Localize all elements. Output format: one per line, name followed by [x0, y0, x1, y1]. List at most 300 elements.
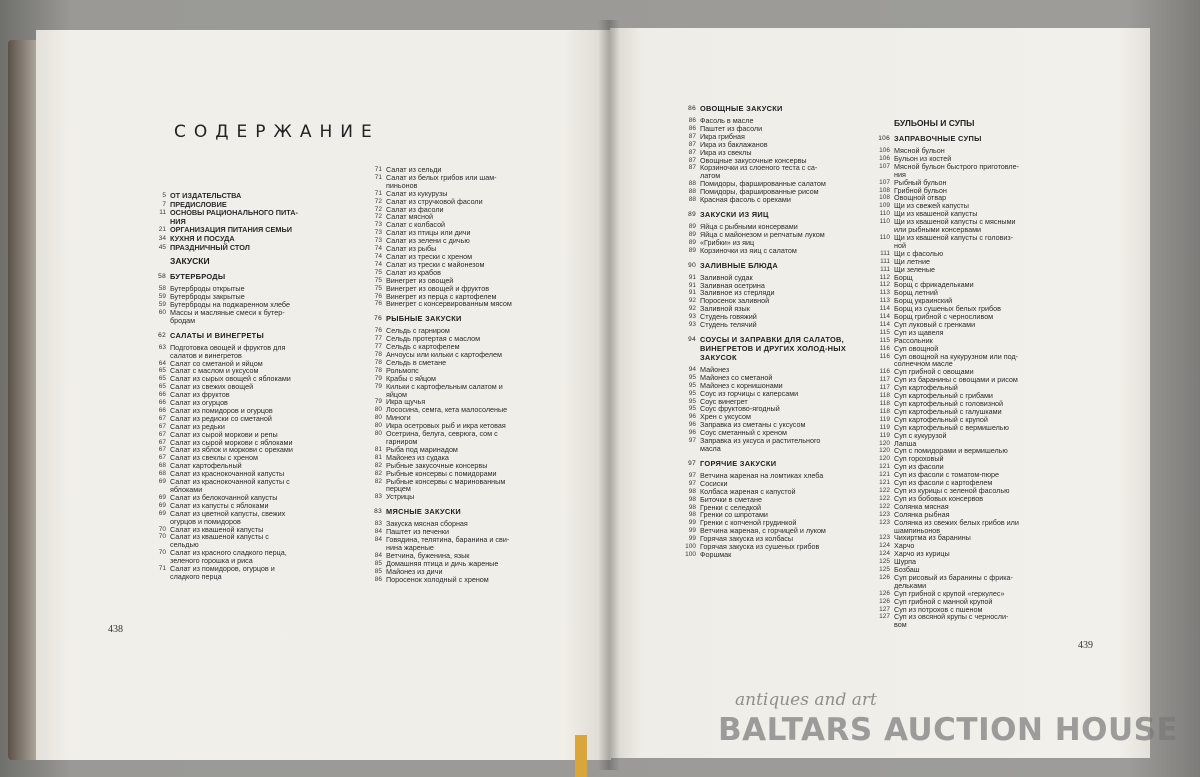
toc-title: Суп картофельный с грибами [894, 391, 993, 401]
toc-page-number: 107 [879, 162, 890, 170]
toc-page-number [148, 541, 170, 549]
toc-page-number: 70 [158, 533, 166, 541]
toc-entry [148, 573, 378, 581]
toc-title: Ветчина жареная, с горчицей и луком [700, 526, 826, 536]
toc-page-number: 96 [688, 413, 696, 421]
toc-page-number: 76 [374, 315, 382, 323]
toc-entry [364, 300, 572, 308]
toc-title: Солянка рыбная [894, 509, 950, 519]
toc-page-number: 21 [158, 226, 166, 234]
toc-page-number: 83 [374, 520, 382, 528]
toc-page-number: 66 [158, 406, 166, 414]
toc-page-number: 58 [158, 285, 166, 293]
toc-title: Салат картофельный [170, 461, 242, 471]
toc-title: Суп картофельный с головизной [894, 399, 1004, 408]
toc-title: Рыбные консервы с помидорами [386, 468, 497, 478]
toc-title: ния [894, 169, 906, 179]
toc-title: КУХНЯ И ПОСУДА [170, 233, 235, 243]
toc-title: Винегрет из овощей [386, 275, 454, 285]
toc-page-number: 120 [879, 439, 890, 447]
toc-page-number: 127 [879, 605, 890, 613]
toc-title: Мясной бульон [894, 146, 945, 155]
toc-title: Бозбаш [894, 565, 920, 575]
toc-page-number: 99 [688, 535, 696, 543]
toc-title: Борщ [894, 272, 913, 282]
toc-entry [678, 321, 878, 329]
toc-page-number: 98 [688, 511, 696, 519]
toc-title: САЛАТЫ И ВИНЕГРЕТЫ [170, 330, 265, 340]
toc-page-number: 69 [158, 478, 166, 486]
toc-page-number: 111 [880, 265, 890, 273]
toc-page-number: 59 [158, 300, 166, 308]
toc-title: Гренки с копченой грудинкой [700, 518, 797, 528]
toc-page-number: 126 [879, 597, 890, 605]
toc-page-number: 112 [879, 273, 890, 281]
toc-title: Салат из птицы или дичи [386, 228, 471, 238]
toc-title: Бульон из костей [894, 153, 952, 163]
toc-page-number [872, 582, 894, 590]
toc-title: Салат из белокочанной капусты [170, 492, 278, 502]
toc-title: Студень телячий [700, 320, 757, 330]
toc-title: ПРЕДИСЛОВИЕ [170, 199, 227, 209]
toc-title: Салат из капусты с яблоками [170, 500, 269, 510]
toc-title: Суп из фасоли с картофелем [894, 478, 993, 488]
toc-title: масла [700, 444, 721, 453]
toc-page-number: 87 [688, 132, 696, 140]
toc-page-number: 116 [879, 352, 890, 360]
toc-page-number: 81 [374, 453, 382, 461]
toc-title: Бутерброды на поджаренном хлебе [170, 299, 290, 309]
toc-title: Говядина, телятина, баранина и сви- [386, 535, 510, 545]
toc-title: Соус фруктово-ягодный [700, 404, 780, 414]
toc-title: ОСНОВЫ РАЦИОНАЛЬНОГО ПИТА- [170, 208, 298, 218]
toc-page-number: 124 [879, 550, 890, 558]
toc-page-number: 92 [688, 305, 696, 313]
toc-title: гарниром [386, 437, 418, 446]
toc-title: Салат из сырых овощей с яблоками [170, 374, 291, 384]
toc-title: Бутерброды открытые [170, 284, 245, 294]
toc-page-number: 95 [688, 405, 696, 413]
toc-title: Салат с маслом и уксусом [170, 366, 259, 376]
toc-title: Борщ украинский [894, 296, 953, 306]
toc-title: Миноги [386, 413, 411, 423]
toc-title: Икра щучья [386, 397, 426, 407]
toc-title: Устрицы [386, 492, 415, 502]
toc-title: Паштет из печенки [386, 527, 450, 537]
toc-title: Суп гороховый [894, 454, 944, 464]
toc-title: Суп грибной с крупой «геркулес» [894, 588, 1005, 598]
toc-title: Помидоры, фаршированные рисом [700, 187, 819, 197]
toc-page-number: 98 [688, 487, 696, 495]
toc-page-number: 117 [879, 384, 890, 392]
toc-page-number: 72 [374, 197, 382, 205]
toc-title: Заливная осетрина [700, 280, 765, 290]
toc-title: сельдью [170, 540, 199, 550]
toc-page-number: 66 [158, 399, 166, 407]
toc-title: шампиньонов [894, 525, 941, 535]
toc-title: Салат из яблок и моркови с орехами [170, 445, 293, 455]
toc-title: Салат из сырой моркови и репы [170, 429, 278, 439]
toc-page-number: 72 [374, 205, 382, 213]
toc-title: Салат из огурцов [170, 398, 228, 408]
toc-title: Салат из квашеной капусты с [170, 532, 269, 542]
toc-page-number: 78 [374, 366, 382, 374]
toc-title: ПРАЗДНИЧНЫЙ СТОЛ [170, 242, 250, 252]
toc-title: СОУСЫ И ЗАПРАВКИ ДЛЯ САЛАТОВ, ВИНЕГРЕТОВ И ДРУГИХ ХОЛОД-НЫХ ЗАКУСОК [700, 334, 847, 362]
toc-page-number [364, 182, 386, 190]
toc-title: Винегрет из овощей и фруктов [386, 283, 490, 293]
toc-section [364, 507, 572, 516]
toc-page-number: 77 [374, 335, 382, 343]
toc-page-number: 69 [158, 509, 166, 517]
toc-page-number: 5 [162, 192, 166, 199]
toc-title: Соус сметанный с хреном [700, 428, 787, 438]
toc-page-number: 66 [158, 391, 166, 399]
toc-title: Суп из фасоли [894, 462, 944, 472]
toc-page-number: 111 [880, 257, 890, 265]
toc-page-number: 70 [158, 525, 166, 533]
toc-page-number [364, 391, 386, 399]
toc-title: Салат из белых грибов или шам- [386, 172, 497, 182]
toc-entry [148, 244, 378, 253]
toc-page-number: 87 [688, 140, 696, 148]
toc-title: Лососина, семга, кета малосоленые [386, 405, 508, 415]
toc-page-number: 67 [158, 430, 166, 438]
toc-title: ОТ ИЗДАТЕЛЬСТВА [170, 191, 242, 200]
toc-page-number: 85 [374, 567, 382, 575]
toc-page-number [872, 226, 894, 234]
toc-section [678, 335, 878, 362]
left-toc-column-2 [364, 166, 572, 584]
toc-entry [678, 196, 878, 204]
toc-page-number: 90 [688, 261, 696, 269]
toc-title: Салат из краснокочанной капусты [170, 469, 285, 479]
toc-page-number: 106 [879, 147, 890, 154]
toc-page-number: 93 [688, 321, 696, 329]
toc-title: Харчо из курицы [894, 549, 950, 559]
toc-page-number: 112 [879, 281, 890, 289]
toc-title: Суп овощной на кукурузном или под- [894, 351, 1019, 361]
toc-page-number: 94 [688, 335, 696, 343]
toc-title: пиньонов [386, 180, 418, 190]
toc-page-number: 77 [374, 343, 382, 351]
toc-title: Майонез с корнишонами [700, 380, 783, 390]
toc-page-number: 67 [158, 446, 166, 454]
toc-page-number: 62 [158, 331, 166, 339]
toc-title: Фасоль в масле [700, 116, 754, 125]
toc-page-number: 100 [685, 550, 696, 558]
toc-page-number: 65 [158, 367, 166, 375]
toc-title: Горячая закуска из сушеных грибов [700, 542, 820, 552]
toc-title: Соус винегрет [700, 396, 748, 406]
toc-page-number: 58 [158, 273, 166, 281]
toc-page-number: 67 [158, 414, 166, 422]
toc-page-number: 118 [879, 392, 890, 400]
toc-title: Суп из потрохов с пшеном [894, 604, 983, 614]
toc-title: Суп из щавеля [894, 327, 944, 337]
toc-page-number: 122 [879, 494, 890, 502]
toc-title: Осетрина, белуга, севрюга, сом с [386, 429, 498, 439]
toc-page-number: 84 [374, 536, 382, 544]
toc-title: ЗАКУСКИ ИЗ ЯИЦ [700, 209, 769, 219]
left-page [36, 30, 611, 760]
toc-title: Икра из баклажанов [700, 139, 768, 149]
toc-entry [364, 576, 572, 584]
toc-page-number: 87 [688, 164, 696, 172]
toc-entry [148, 317, 378, 325]
toc-title: салатов и винегретов [170, 350, 242, 360]
toc-entry [872, 621, 1084, 629]
toc-page-number: 117 [879, 376, 890, 384]
toc-page-number: 74 [374, 245, 382, 253]
toc-page-number: 71 [374, 173, 382, 181]
toc-page-number: 7 [162, 200, 166, 208]
toc-page-number: 86 [688, 124, 696, 132]
toc-page-number: 89 [688, 246, 696, 254]
toc-page-number [872, 171, 894, 179]
toc-page-number: 80 [374, 422, 382, 430]
toc-title: латом [700, 171, 721, 181]
toc-page-number: 80 [374, 406, 382, 414]
toc-title: Борщ грибной с черносливом [894, 312, 994, 322]
toc-title: Салат из фруктов [170, 390, 230, 400]
toc-title: Салат из трески с хреном [386, 251, 473, 261]
toc-page-number [872, 527, 894, 535]
toc-page-number: 89 [688, 222, 696, 230]
toc-page-number: 115 [879, 336, 890, 344]
toc-title: ОРГАНИЗАЦИЯ ПИТАНИЯ СЕМЬИ [170, 225, 292, 235]
toc-page-number: 83 [374, 493, 382, 501]
toc-page-number: 106 [878, 135, 890, 142]
toc-page-number: 76 [374, 327, 382, 335]
toc-title: Суп из баранины с овощами и рисом [894, 375, 1018, 385]
toc-title: Ветчина, буженина, язык [386, 550, 470, 560]
toc-title: НИЯ [170, 216, 186, 226]
toc-title: Колбаса жареная с капустой [700, 486, 796, 496]
toc-title: Салат из редьки [170, 421, 225, 431]
toc-page-number: 79 [374, 382, 382, 390]
toc-page-number: 96 [688, 429, 696, 437]
toc-title: Салат из красного сладкого перца, [170, 548, 287, 558]
toc-title: Заливной язык [700, 304, 750, 314]
toc-title: Сельдь с гарниром [386, 326, 450, 336]
toc-page-number: 69 [158, 493, 166, 501]
toc-title: Майонез [700, 364, 730, 374]
toc-page-number: 116 [879, 368, 890, 376]
toc-section [148, 331, 378, 340]
toc-title: Сельдь в сметане [386, 357, 447, 367]
toc-page-number: 99 [688, 519, 696, 527]
toc-title: Поросенок холодный с хреном [386, 574, 489, 584]
toc-entry [678, 445, 878, 453]
toc-title: БУТЕРБРОДЫ [170, 272, 226, 282]
toc-page-number [148, 557, 170, 565]
toc-title: Салат из сырой моркови с яблоками [170, 437, 293, 447]
toc-title: Майонез из судака [386, 452, 449, 462]
toc-page-number: 122 [879, 486, 890, 494]
toc-title: Икра осетровых рыб и икра кетовая [386, 421, 506, 431]
toc-page-number: 71 [374, 189, 382, 197]
toc-title: Корзиночки из слоеного теста с са- [700, 163, 818, 173]
toc-page-number: 108 [879, 186, 890, 194]
toc-title: Шурпа [894, 557, 916, 567]
toc-title: Суп картофельный с вермишелью [894, 422, 1009, 432]
toc-title: Овощной отвар [894, 193, 947, 203]
toc-title: Щи из квашеной капусты с мясными [894, 217, 1016, 227]
toc-page-number: 91 [688, 273, 696, 281]
toc-title: Суп картофельный с галушками [894, 406, 1002, 416]
toc-page-number: 121 [879, 479, 890, 487]
toc-title: Борщ летний [894, 288, 938, 298]
toc-page-number: 88 [688, 188, 696, 196]
toc-page-number: 72 [374, 213, 382, 221]
toc-title: Борщ из сушеных белых грибов [894, 304, 1001, 314]
toc-page-number: 71 [374, 166, 382, 173]
toc-title: зеленого горошка и риса [170, 556, 253, 566]
toc-page-number: 89 [688, 230, 696, 238]
toc-page-number: 114 [879, 305, 890, 313]
toc-title: Щи из квашеной капусты с головиз- [894, 232, 1014, 242]
toc-title: Заправка из уксуса и растительного [700, 436, 821, 446]
toc-page-number: 71 [158, 565, 166, 573]
toc-section [678, 459, 878, 468]
toc-title: Форшмак [700, 549, 732, 559]
toc-title: бродам [170, 315, 196, 325]
toc-page-number: 73 [374, 221, 382, 229]
toc-page-number: 125 [879, 566, 890, 574]
toc-title: Салат из краснокочанной капусты с [170, 477, 290, 487]
toc-section [364, 314, 572, 323]
toc-title: Салат со сметаной и яйцом [170, 358, 263, 368]
toc-title: Студень говяжий [700, 312, 757, 322]
toc-page-number [148, 218, 170, 227]
toc-page-number: 65 [158, 375, 166, 383]
toc-title: Хрен с уксусом [700, 412, 751, 422]
toc-title: Майонез со сметаной [700, 372, 773, 382]
toc-page-number: 59 [158, 293, 166, 301]
toc-page-number: 93 [688, 313, 696, 321]
toc-page-number: 82 [374, 461, 382, 469]
toc-title: Щи зеленые [894, 264, 936, 274]
toc-page-number: 95 [688, 373, 696, 381]
toc-page-number: 99 [688, 527, 696, 535]
toc-title: Крабы с яйцом [386, 373, 436, 383]
toc-title: Закуска мясная сборная [386, 519, 468, 529]
toc-page-number: 113 [879, 289, 890, 297]
toc-title: Яйца с рыбными консервами [700, 221, 798, 231]
toc-entry [678, 551, 878, 559]
toc-section [678, 210, 878, 219]
toc-page-number: 119 [879, 415, 890, 423]
toc-title: Кильки с картофельным салатом и [386, 381, 503, 391]
toc-title: или рыбными консервами [894, 225, 982, 235]
toc-page-number [148, 352, 170, 360]
toc-page-number [872, 360, 894, 368]
toc-title: Борщ с фрикадельками [894, 280, 974, 290]
toc-page-number: 64 [158, 359, 166, 367]
toc-section [148, 272, 378, 281]
toc-section [872, 134, 1084, 143]
toc-page-number [148, 518, 170, 526]
toc-title: солнечном масле [894, 359, 953, 369]
toc-title: Салат из свеклы с хреном [170, 453, 258, 463]
toc-title: Чихиртма из баранины [894, 533, 971, 543]
toc-title: Салат из сельди [386, 165, 442, 174]
toc-page-number: 74 [374, 260, 382, 268]
toc-page-number: 97 [688, 437, 696, 445]
toc-title: Рыбный бульон [894, 177, 947, 187]
toc-page-number [148, 486, 170, 494]
toc-title: Суп из курицы с зеленой фасолью [894, 485, 1010, 495]
toc-page-number: 63 [158, 343, 166, 351]
toc-page-number: 69 [158, 501, 166, 509]
toc-title: Рыбные закусочные консервы [386, 460, 488, 470]
toc-page-number: 88 [688, 196, 696, 204]
toc-title: перцем [386, 484, 411, 494]
toc-page-number: 74 [374, 252, 382, 260]
toc-title: Суп из овсяной крупы с черносли- [894, 612, 1009, 622]
toc-page-number [148, 573, 170, 581]
toc-page-number: 84 [374, 528, 382, 536]
toc-page-number: 97 [688, 459, 696, 467]
toc-title: Майонез из дичи [386, 566, 443, 576]
toc-title: Биточки в сметане [700, 494, 762, 504]
toc-page-number: 94 [688, 365, 696, 373]
toc-page-number: 79 [374, 374, 382, 382]
section-heading: ЗАКУСКИ [170, 256, 210, 267]
watermark-tagline: antiques and art [735, 690, 877, 710]
toc-title: Салат из кукурузы [386, 188, 448, 198]
toc-page-number: 70 [158, 549, 166, 557]
toc-title: Суп с кукурузой [894, 430, 947, 440]
toc-page-number: 80 [374, 414, 382, 422]
toc-title: сладкого перца [170, 571, 222, 581]
toc-title: яблоками [170, 485, 203, 494]
toc-section [678, 261, 878, 270]
toc-page-number: 119 [879, 423, 890, 431]
left-toc-column-1 [148, 192, 378, 581]
page-title: СОДЕРЖАНИЕ [174, 122, 380, 142]
toc-page-number: 116 [879, 344, 890, 352]
toc-title: Салат из фасоли [386, 204, 444, 214]
toc-title: Сосиски [700, 478, 728, 488]
toc-page-number: 123 [879, 518, 890, 526]
toc-page-number: 80 [374, 430, 382, 438]
toc-page-number: 96 [688, 421, 696, 429]
toc-title: Яйца с майонезом и репчатым луком [700, 229, 825, 239]
toc-page-number: 115 [879, 328, 890, 336]
toc-title: Салат из крабов [386, 267, 441, 277]
toc-title: Горячая закуска из колбасы [700, 534, 794, 544]
toc-page-number: 75 [374, 276, 382, 284]
toc-title: Салат с колбасой [386, 220, 446, 230]
right-toc-column-2 [872, 114, 1084, 629]
toc-title: Паштет из фасоли [700, 123, 763, 133]
toc-title: Щи из квашеной капусты [894, 209, 978, 219]
toc-page-number: 122 [879, 502, 890, 510]
toc-page-number: 95 [688, 389, 696, 397]
toc-page-number: 68 [158, 470, 166, 478]
section-heading: БУЛЬОНЫ И СУПЫ [894, 118, 975, 128]
toc-page-number: 118 [879, 400, 890, 407]
toc-page-number: 75 [374, 284, 382, 292]
toc-page-number: 109 [879, 202, 890, 210]
toc-title: Рыба под маринадом [386, 444, 458, 454]
toc-title: МЯСНЫЕ ЗАКУСКИ [386, 507, 461, 517]
toc-title: нина жареные [386, 542, 434, 552]
toc-title: Суп грибной с манной крупой [894, 596, 993, 606]
right-page-number: 439 [1078, 640, 1093, 651]
